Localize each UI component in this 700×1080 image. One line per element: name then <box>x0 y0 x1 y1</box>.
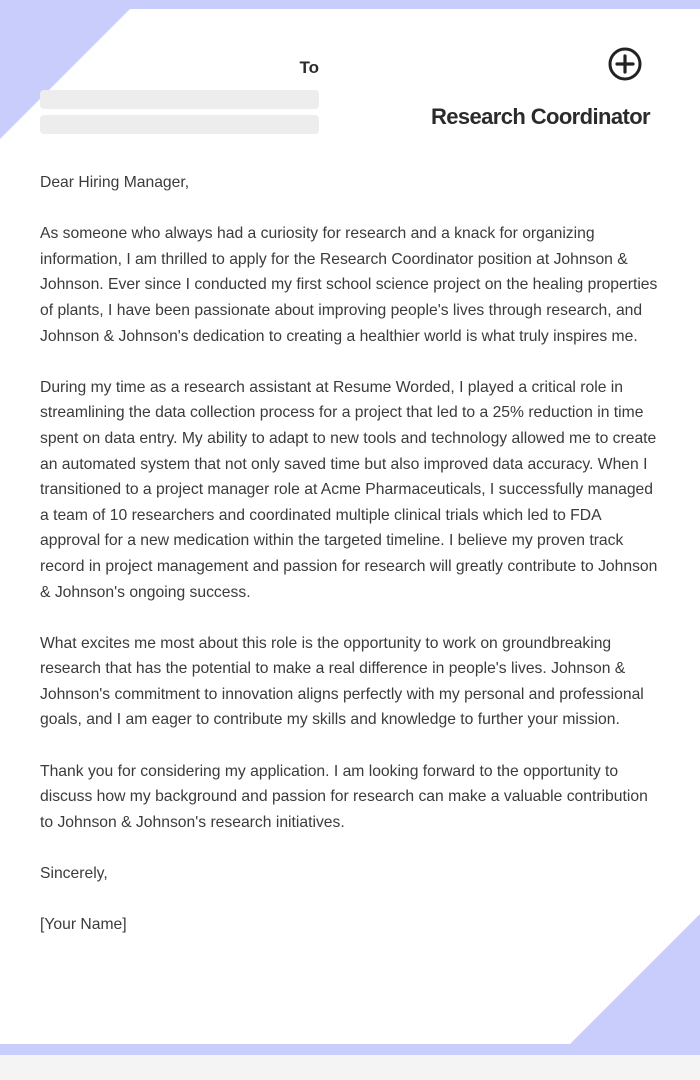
salutation: Dear Hiring Manager, <box>40 174 190 191</box>
letter-paragraph: What excites me most about this role is the opportunity to work on groundbreaking research that has the potential to make a real difference in people's lives. Johnson & Johnson's commitment to innovation aligns perfectly with my personal and professional goals, and I am eager to contribute my skills and knowledge to further your mission. <box>40 634 644 729</box>
recipient-label: To <box>299 58 319 77</box>
letter-paragraph: As someone who always had a curiosity for research and a knack for organizing information, I am thrilled to apply for the Research Coordinator position at Johnson & Johnson. Ever since I conducted my first school science project on the healing properties of plants, I have been passionate about improving people's lives through research, and Johnson & Johnson's dedication to creating a healthier world is what truly inspires me. <box>40 225 658 345</box>
letter-paragraph: During my time as a research assistant at Resume Worded, I played a critical role in streamlining the data collection process for a project that led to a 25% reduction in time spent on data entry. My ability to adapt to new tools and technology allowed me to create an automated system that not only saved time but also improved data accuracy. When I transitioned to a project manager role at Acme Pharmaceuticals, I successfully managed a team of 10 researchers and coordinated multiple clinical trials which led to FDA approval for a new medication within the targeted timeline. I believe my proven track record in project management and passion for research will greatly contribute to Johnson & Johnson's ongoing success. <box>40 378 658 601</box>
letter-paragraph: Thank you for considering my application. I am looking forward to the opportunity to discuss how my background and passion for research can make a valuable contribution to Johnson & Johnson's research initiatives. <box>40 762 648 831</box>
letter-body <box>40 170 665 938</box>
recipient-address-placeholder <box>40 115 319 134</box>
signature-placeholder: [Your Name] <box>40 916 127 934</box>
circle-plus-icon <box>608 47 642 81</box>
recipient-name-placeholder <box>40 90 319 109</box>
job-title: Research Coordinator <box>430 104 650 129</box>
closing: Sincerely, <box>40 865 108 883</box>
